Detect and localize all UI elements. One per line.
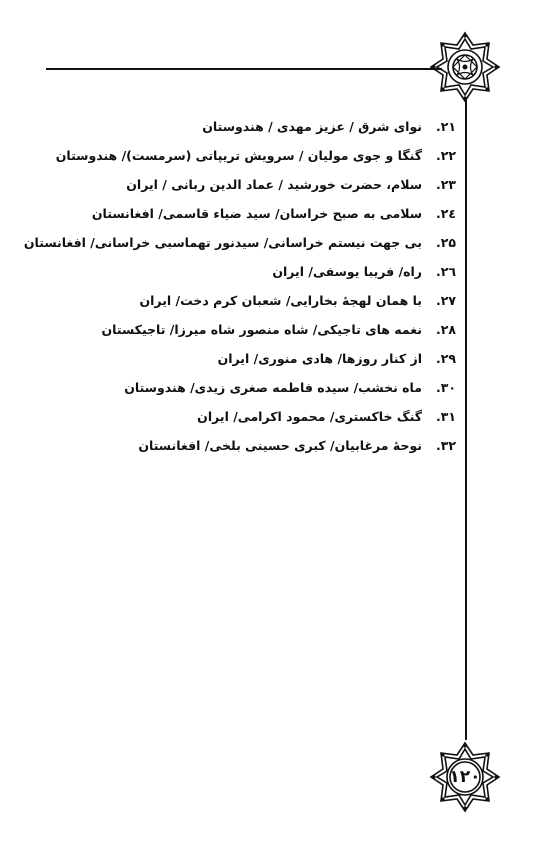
entry-text: نغمه های تاجیکی/ شاه منصور شاه میرزا/ تاجیکستان	[101, 322, 422, 337]
list-item	[36, 257, 456, 286]
entry-number: ۳۰.	[435, 380, 456, 395]
entry-text: گنگا و جوی مولیان / سرویش تریپاتی (سرمست)/ هندوستان	[55, 148, 422, 163]
entry-text: از کنار روزها/ هادی منوری/ ایران	[217, 351, 422, 366]
top-rule	[46, 68, 442, 70]
list-item	[36, 170, 456, 199]
entry-text: سلامی به صبح خراسان/ سید ضیاء قاسمی/ افغانستان	[91, 206, 422, 221]
list-item	[36, 402, 456, 431]
list-item	[36, 141, 456, 170]
side-rule	[465, 100, 467, 740]
list-item	[36, 199, 456, 228]
entry-number: ۲۵.	[435, 235, 456, 250]
list-item	[36, 112, 456, 141]
entry-number: ۲۸.	[435, 322, 456, 337]
entry-number: ۳۱.	[435, 409, 456, 424]
list-item	[36, 344, 456, 373]
list-item	[36, 315, 456, 344]
entry-number: ۲۹.	[435, 351, 456, 366]
rosette-ornament-top-icon	[428, 30, 502, 104]
entry-text: نوای شرق / عزیز مهدی / هندوستان	[202, 119, 422, 134]
entry-number: ۳۲.	[435, 438, 456, 453]
entry-text: نوحهٔ مرغابیان/ کبری حسینی بلخی/ افغانستان	[138, 438, 422, 453]
contents-list	[23, 112, 456, 460]
entry-text: ماه نخشب/ سیده فاطمه صغری زیدی/ هندوستان	[124, 380, 422, 395]
entry-number: ۲۲.	[435, 148, 456, 163]
list-item	[23, 228, 456, 257]
entry-text: بی جهت نیستم خراسانی/ سیدنور تهماسبی خراسانی/ افغانستان	[23, 235, 422, 250]
page-number: ۱۲۰	[449, 767, 481, 787]
entry-number: ۲٦.	[435, 264, 456, 279]
list-item	[36, 373, 456, 402]
entry-number: ۲۱.	[435, 119, 456, 134]
list-item	[36, 431, 456, 460]
entry-text: با همان لهجهٔ بخارایی/ شعبان کرم دخت/ ایران	[139, 293, 422, 308]
entry-text: راه/ فریبا یوسفی/ ایران	[272, 264, 422, 279]
entry-text: سلام، حضرت خورشید / عماد الدین ربانی / ایران	[126, 177, 422, 192]
entry-text: گنگ خاکستری/ محمود اکرامی/ ایران	[197, 409, 422, 424]
list-item	[36, 286, 456, 315]
entry-number: ۲۳.	[435, 177, 456, 192]
entry-number: ۲٤.	[435, 206, 456, 221]
entry-number: ۲۷.	[435, 293, 456, 308]
